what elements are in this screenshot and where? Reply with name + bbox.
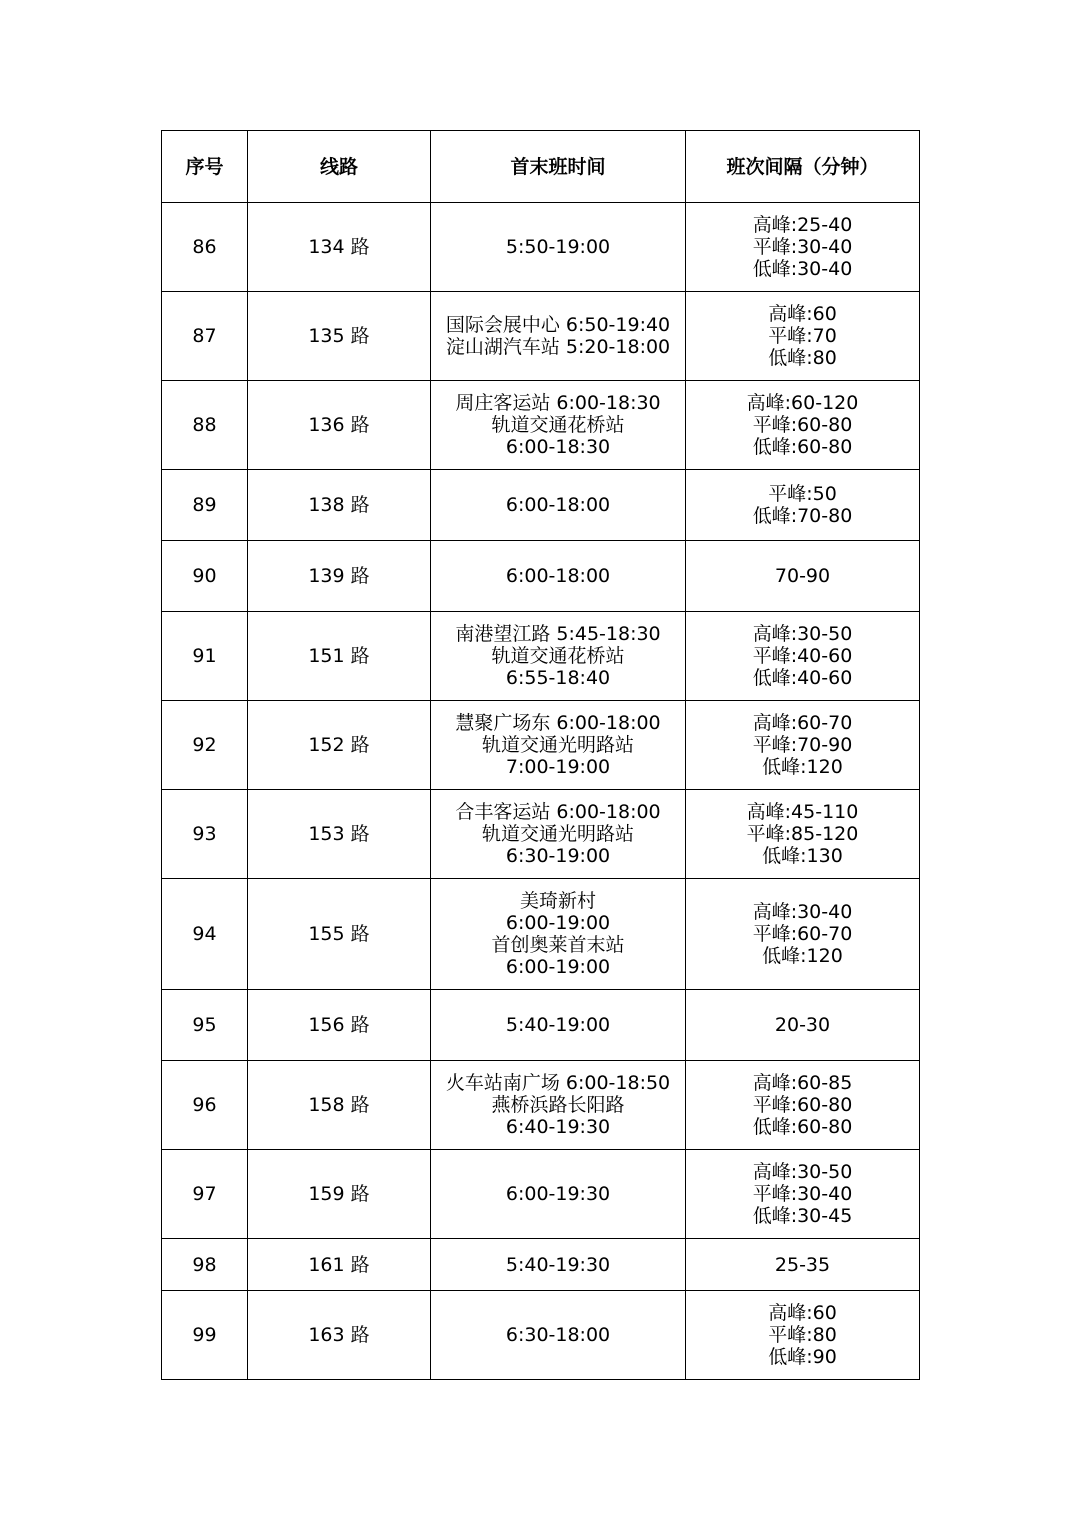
time-line: 火车站南广场 6:00-18:50 [445,1072,671,1094]
interval-line: 平峰:60-80 [752,1094,853,1116]
interval-line: 平峰:80 [768,1324,837,1346]
time-line: 轨道交通光明路站 [481,734,634,756]
cell-times [431,612,686,701]
interval-line: 低峰:120 [762,945,843,967]
time-line: 6:30-19:00 [505,845,611,867]
time-line: 燕桥浜路长阳路 [491,1094,625,1116]
time-line: 首创奥莱首末站 [491,934,625,956]
interval-line: 低峰:30-40 [752,258,853,280]
cell-route: 139 路 [248,541,431,612]
bus-schedule-table [161,130,920,1380]
cell-intervals [686,203,920,292]
cell-times [431,990,686,1061]
cell-route: 136 路 [248,381,431,470]
interval-line: 高峰:60-70 [752,712,853,734]
cell-route: 161 路 [248,1239,431,1291]
time-line: 轨道交通花桥站 [491,645,625,667]
interval-line: 平峰:30-40 [752,236,853,258]
time-line: 慧聚广场东 6:00-18:00 [455,712,661,734]
interval-line: 25-35 [774,1253,831,1276]
cell-route: 134 路 [248,203,431,292]
cell-route: 163 路 [248,1291,431,1380]
time-line: 国际会展中心 6:50-19:40 [445,314,671,336]
cell-times [431,203,686,292]
table-body [162,203,920,1380]
cell-times [431,701,686,790]
cell-route: 153 路 [248,790,431,879]
interval-line: 高峰:30-50 [752,1161,853,1183]
cell-intervals [686,1291,920,1380]
time-line: 轨道交通花桥站 [491,414,625,436]
time-line: 周庄客运站 6:00-18:30 [455,392,661,414]
cell-route: 159 路 [248,1150,431,1239]
table-row [162,1291,920,1380]
cell-intervals [686,879,920,990]
cell-route: 151 路 [248,612,431,701]
interval-line: 低峰:60-80 [752,1116,853,1138]
cell-times [431,1291,686,1380]
cell-no: 87 [162,292,248,381]
time-line: 美琦新村 [519,890,596,912]
interval-line: 平峰:60-70 [752,923,853,945]
cell-times [431,1061,686,1150]
header-no: 序号 [162,131,248,203]
cell-route: 138 路 [248,470,431,541]
table-row [162,292,920,381]
time-line: 6:00-18:00 [505,565,611,587]
time-line: 6:00-19:00 [505,912,611,934]
cell-no: 97 [162,1150,248,1239]
cell-no: 99 [162,1291,248,1380]
cell-times [431,1239,686,1291]
cell-no: 94 [162,879,248,990]
interval-line: 高峰:45-110 [746,801,859,823]
cell-intervals [686,612,920,701]
table-row [162,612,920,701]
header-route: 线路 [248,131,431,203]
interval-line: 平峰:30-40 [752,1183,853,1205]
interval-line: 高峰:60 [768,303,837,325]
table-row [162,1150,920,1239]
interval-line: 低峰:120 [762,756,843,778]
cell-route: 158 路 [248,1061,431,1150]
cell-intervals [686,1150,920,1239]
interval-line: 平峰:40-60 [752,645,853,667]
cell-intervals [686,1061,920,1150]
cell-times [431,541,686,612]
table-row [162,701,920,790]
interval-line: 高峰:60 [768,1302,837,1324]
cell-no: 92 [162,701,248,790]
cell-intervals [686,701,920,790]
interval-line: 20-30 [774,1014,831,1036]
cell-intervals [686,381,920,470]
cell-no: 96 [162,1061,248,1150]
interval-line: 高峰:25-40 [752,214,853,236]
table-row [162,1239,920,1291]
table-row [162,790,920,879]
time-line: 5:50-19:00 [505,236,611,258]
interval-line: 70-90 [774,565,831,587]
cell-no: 86 [162,203,248,292]
time-line: 6:55-18:40 [505,667,611,689]
cell-no: 91 [162,612,248,701]
cell-no: 93 [162,790,248,879]
table-row [162,381,920,470]
header-times: 首末班时间 [431,131,686,203]
time-line: 南港望江路 5:45-18:30 [455,623,661,645]
cell-no: 95 [162,990,248,1061]
interval-line: 平峰:60-80 [752,414,853,436]
header-interval: 班次间隔（分钟） [686,131,920,203]
cell-times [431,790,686,879]
time-line: 6:00-18:00 [505,494,611,516]
interval-line: 低峰:90 [768,1346,837,1368]
time-line: 6:40-19:30 [505,1116,611,1138]
interval-line: 平峰:50 [768,483,837,505]
table-row [162,879,920,990]
cell-intervals [686,990,920,1061]
cell-no: 90 [162,541,248,612]
cell-route: 156 路 [248,990,431,1061]
table-row [162,990,920,1061]
cell-intervals [686,1239,920,1291]
interval-line: 平峰:70-90 [752,734,853,756]
cell-intervals [686,292,920,381]
interval-line: 低峰:80 [768,347,837,369]
cell-times [431,879,686,990]
time-line: 6:00-18:30 [505,436,611,458]
table-row [162,541,920,612]
cell-intervals [686,790,920,879]
cell-no: 88 [162,381,248,470]
cell-route: 155 路 [248,879,431,990]
cell-route: 152 路 [248,701,431,790]
header-row [162,131,920,203]
interval-line: 低峰:30-45 [752,1205,853,1227]
interval-line: 低峰:60-80 [752,436,853,458]
time-line: 轨道交通光明路站 [481,823,634,845]
cell-times [431,292,686,381]
time-line: 5:40-19:00 [505,1014,611,1036]
time-line: 6:30-18:00 [505,1324,611,1346]
cell-intervals [686,470,920,541]
table-row [162,470,920,541]
cell-times [431,381,686,470]
interval-line: 高峰:60-85 [752,1072,853,1094]
cell-no: 89 [162,470,248,541]
table-row [162,203,920,292]
interval-line: 平峰:85-120 [746,823,859,845]
cell-times [431,470,686,541]
cell-route: 135 路 [248,292,431,381]
cell-no: 98 [162,1239,248,1291]
time-line: 合丰客运站 6:00-18:00 [455,801,661,823]
interval-line: 平峰:70 [768,325,837,347]
interval-line: 高峰:60-120 [746,392,859,414]
interval-line: 高峰:30-40 [752,901,853,923]
time-line: 淀山湖汽车站 5:20-18:00 [445,336,671,358]
time-line: 7:00-19:00 [505,756,611,778]
table-row [162,1061,920,1150]
interval-line: 高峰:30-50 [752,623,853,645]
cell-intervals [686,541,920,612]
interval-line: 低峰:70-80 [752,505,853,527]
cell-times [431,1150,686,1239]
interval-line: 低峰:40-60 [752,667,853,689]
time-line: 6:00-19:00 [505,956,611,978]
interval-line: 低峰:130 [762,845,843,867]
time-line: 6:00-19:30 [505,1183,611,1205]
time-line: 5:40-19:30 [505,1253,611,1276]
